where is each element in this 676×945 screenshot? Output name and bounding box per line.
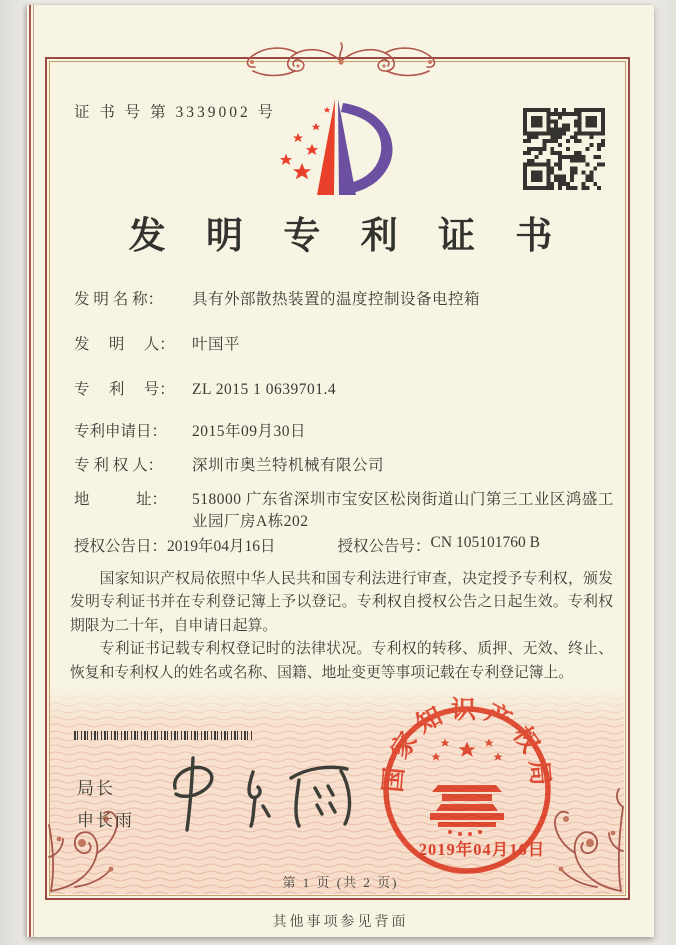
- grant-number-value: CN 105101760 B: [430, 534, 540, 551]
- field-label: 发 明 名 称：: [74, 291, 164, 308]
- flourish-ornament-top: [239, 35, 444, 83]
- field-label: 地 址：: [74, 491, 168, 508]
- field-row-invention-name: [74, 289, 614, 311]
- legal-text-block: [70, 568, 613, 685]
- footer-note: 其他事项参见背面: [272, 915, 409, 930]
- legal-paragraph-2: 专利证书记载专利权登记时的法律状况。专利权的转移、质押、无效、终止、恢复和专利权人的姓名或名称、国籍、地址变更等事项记载在专利登记簿上。: [70, 641, 613, 681]
- field-label: 专利申请日：: [74, 423, 168, 440]
- director-title: 局长: [77, 779, 115, 798]
- grant-date-value: 2019年04月16日: [167, 538, 276, 555]
- legal-paragraph-1: 国家知识产权局依照中华人民共和国专利法进行审查，决定授予专利权，颁发发明专利证书并在专利登记簿上予以登记。专利权自授权公告之日起生效。专利权期限为二十年，自申请日起算。: [70, 571, 613, 634]
- director-block: [77, 773, 134, 838]
- field-value: 518000 广东省深圳市宝安区松岗街道山门第三工业区鸿盛工业园厂房A栋202: [192, 491, 614, 531]
- field-row-patentee: [74, 455, 614, 477]
- certificate-number: 证 书 号 第 3339002 号: [74, 104, 277, 121]
- field-value: ZL 2015 1 0639701.4: [192, 381, 337, 398]
- national-emblem: [430, 739, 504, 837]
- seal-date: 2019年04月16日: [418, 840, 546, 859]
- field-label: 专 利 号：: [74, 381, 175, 398]
- grant-row: [74, 534, 614, 556]
- certificate-title: 发 明 专 利 证 书: [128, 216, 568, 257]
- certificate-paper: [27, 5, 654, 937]
- field-row-inventor: [74, 334, 614, 356]
- cnipa-logo-icon: [272, 96, 402, 202]
- grant-number-label: 授权公告号：: [337, 538, 431, 555]
- field-row-patent-number: [74, 379, 614, 401]
- field-row-filing-date: [74, 421, 614, 443]
- qr-code-icon: [523, 108, 605, 190]
- field-label: 发 明 人：: [74, 336, 175, 353]
- field-value: 深圳市奥兰特机械有限公司: [192, 457, 385, 474]
- field-row-address: [74, 489, 614, 534]
- grant-date-pair: [74, 534, 276, 556]
- seal-ring-text: 国家知识产权局: [379, 696, 555, 794]
- field-value: 叶国平: [192, 336, 241, 353]
- grant-number-pair: [338, 534, 540, 556]
- director-name: 申长雨: [77, 811, 134, 831]
- field-label: 专 利 权 人：: [74, 457, 164, 474]
- field-value: 具有外部散热装置的温度控制设备电控箱: [192, 291, 481, 308]
- director-signature: [157, 738, 372, 840]
- page-info: 第 1 页 (共 2 页): [282, 875, 399, 890]
- field-value: 2015年09月30日: [192, 423, 307, 440]
- grant-date-label: 授权公告日：: [74, 538, 168, 555]
